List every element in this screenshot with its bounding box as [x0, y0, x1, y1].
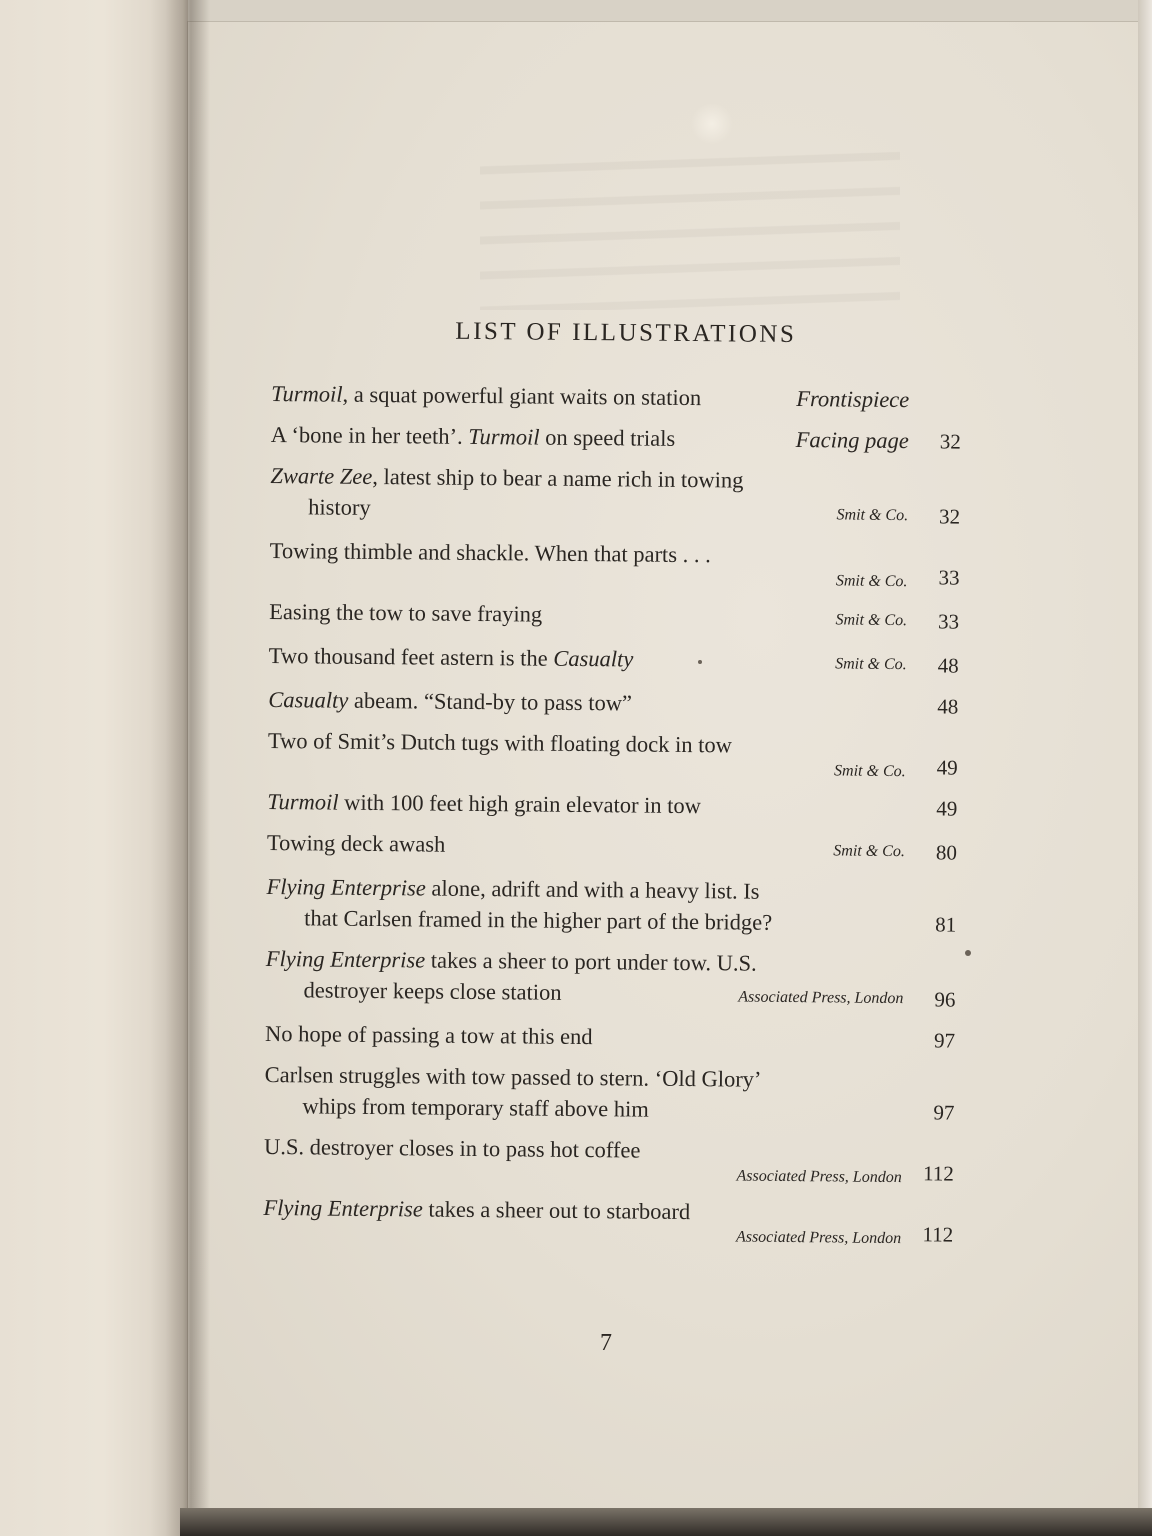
list-item	[269, 596, 959, 637]
list-item	[271, 378, 961, 416]
caption-part: Towing deck awash	[266, 829, 446, 857]
illustration-caption	[269, 640, 907, 680]
page-reference: 81	[935, 912, 957, 937]
caption-part: on speed trials	[539, 424, 676, 451]
page-reference: 32	[939, 429, 961, 454]
photo-credit: Smit & Co.	[834, 762, 906, 781]
photo-credit: Smit & Co.	[835, 572, 908, 591]
caption-continuation: that Carlsen framed in the higher part of the bridge?	[304, 905, 773, 935]
page-heading: LIST OF ILLUSTRATIONS	[455, 317, 797, 349]
page-reference: 49	[936, 755, 958, 780]
illustration-caption	[267, 827, 905, 867]
caption-part: Easing the tow to save fraying	[269, 598, 543, 627]
illustration-caption	[271, 419, 909, 456]
caption-text	[270, 460, 743, 496]
illustration-caption	[267, 786, 905, 823]
page-reference: 112	[922, 1222, 954, 1247]
caption-continuation: whips from temporary staff above him	[302, 1093, 649, 1122]
illustration-caption	[265, 1018, 903, 1055]
page-reference: 112	[922, 1161, 954, 1186]
page-reference	[909, 413, 961, 415]
caption-part: alone, adrift and with a heavy list. Is	[425, 875, 760, 904]
caption-continuation: destroyer keeps close station	[303, 977, 562, 1005]
page-reference: 97	[933, 1028, 956, 1053]
list-item	[265, 1018, 955, 1056]
caption-text	[263, 1192, 690, 1227]
illustration-caption	[268, 725, 906, 782]
illustration-caption	[269, 535, 907, 592]
book-bottom-edge	[180, 1508, 1152, 1536]
photo-credit: Associated Press, London	[736, 1167, 902, 1187]
list-item	[266, 871, 957, 940]
caption-part: A ‘bone in her teeth’.	[270, 421, 469, 449]
page-reference: 32	[938, 504, 961, 529]
list-item	[269, 535, 959, 593]
caption-text	[271, 378, 701, 413]
illustration-caption	[266, 871, 905, 939]
illustrations-list	[263, 378, 961, 1250]
photo-credit: Associated Press, London	[738, 988, 904, 1008]
ship-name: Flying Enterprise	[266, 873, 426, 901]
illustration-caption	[264, 1059, 903, 1127]
photo-credit: Smit & Co.	[835, 655, 907, 674]
paper-stain	[690, 104, 734, 144]
photo-credit: Smit & Co.	[835, 611, 908, 630]
ship-name: Flying Enterprise	[265, 945, 426, 973]
facing-label: Facing page	[795, 427, 909, 454]
caption-part: takes a sheer out to starboard	[422, 1196, 691, 1225]
page-reference: 33	[937, 609, 960, 634]
list-item	[267, 827, 957, 868]
caption-part: U.S. destroyer closes in to pass hot coffee	[263, 1133, 641, 1163]
caption-part: , a squat powerful giant waits on station	[342, 381, 702, 411]
list-item	[265, 943, 956, 1015]
facing-label: Frontispiece	[796, 386, 910, 413]
illustrations-list-page	[263, 316, 962, 1260]
caption-text	[268, 684, 632, 718]
list-item	[271, 419, 961, 457]
spine-shadow	[150, 0, 210, 1536]
list-item	[264, 1059, 955, 1128]
caption-part: Two thousand feet astern is the	[268, 642, 554, 671]
illustration-caption	[265, 943, 904, 1014]
list-item	[268, 725, 958, 783]
caption-text	[266, 871, 759, 907]
paper-speck	[965, 950, 971, 956]
caption-text	[267, 786, 701, 821]
photo-credit: Associated Press, London	[735, 1228, 902, 1248]
page-reference: 48	[937, 694, 959, 719]
illustration-caption	[270, 460, 909, 531]
ship-name: Casualty	[553, 645, 634, 672]
list-item	[270, 460, 961, 532]
ship-name: Zwarte Zee	[270, 462, 373, 489]
photo-credit: Smit & Co.	[833, 842, 905, 861]
illustration-caption	[264, 1131, 902, 1188]
caption-part: Carlsen struggles with tow passed to stern. ‘Old Glory’	[264, 1061, 762, 1092]
caption-text	[269, 640, 634, 674]
page-reference: 33	[938, 565, 960, 590]
caption-part: with 100 feet high grain elevator in tow	[338, 789, 702, 819]
list-item	[263, 1192, 953, 1250]
caption-text	[269, 596, 542, 630]
page-reference: 49	[936, 796, 958, 821]
list-item	[267, 786, 957, 824]
illustration-caption	[271, 378, 909, 415]
caption-part: Two of Smit’s Dutch tugs with floating dock in tow	[267, 727, 733, 758]
list-item	[268, 684, 958, 722]
page-reference: 97	[933, 1100, 955, 1125]
show-through-text	[480, 140, 900, 310]
caption-part: Towing thimble and shackle. When that parts . . .	[269, 537, 711, 568]
caption-text	[267, 827, 446, 860]
illustration-caption	[268, 684, 906, 721]
caption-text	[271, 419, 676, 454]
ship-name: Turmoil	[267, 788, 339, 815]
caption-part: No hope of passing a tow at this end	[264, 1020, 593, 1050]
caption-text	[264, 1131, 641, 1166]
caption-part: takes a sheer to port under tow. U.S.	[425, 947, 757, 976]
caption-part: , latest ship to bear a name rich in towing	[372, 463, 744, 493]
photo-credit: Smit & Co.	[836, 506, 909, 525]
ship-name: Flying Enterprise	[263, 1194, 423, 1222]
page-number: 7	[600, 1330, 612, 1356]
caption-text	[265, 1018, 593, 1052]
caption-continuation: history	[308, 494, 371, 520]
page-reference: 80	[935, 840, 957, 865]
background-edge	[1138, 0, 1152, 1536]
list-item	[264, 1131, 954, 1189]
page-reference: 96	[934, 987, 956, 1012]
ship-name: Turmoil	[271, 380, 343, 407]
caption-text	[268, 725, 732, 760]
caption-text	[266, 943, 757, 979]
illustration-caption	[269, 596, 907, 636]
caption-text	[270, 535, 711, 570]
ship-name: Turmoil	[468, 423, 540, 450]
page-reference: 48	[937, 653, 959, 678]
list-item	[269, 640, 959, 681]
caption-text	[265, 1059, 762, 1095]
illustration-caption	[263, 1192, 901, 1249]
ship-name: Casualty	[268, 686, 349, 713]
caption-part: abeam. “Stand-by to pass tow”	[348, 687, 633, 716]
